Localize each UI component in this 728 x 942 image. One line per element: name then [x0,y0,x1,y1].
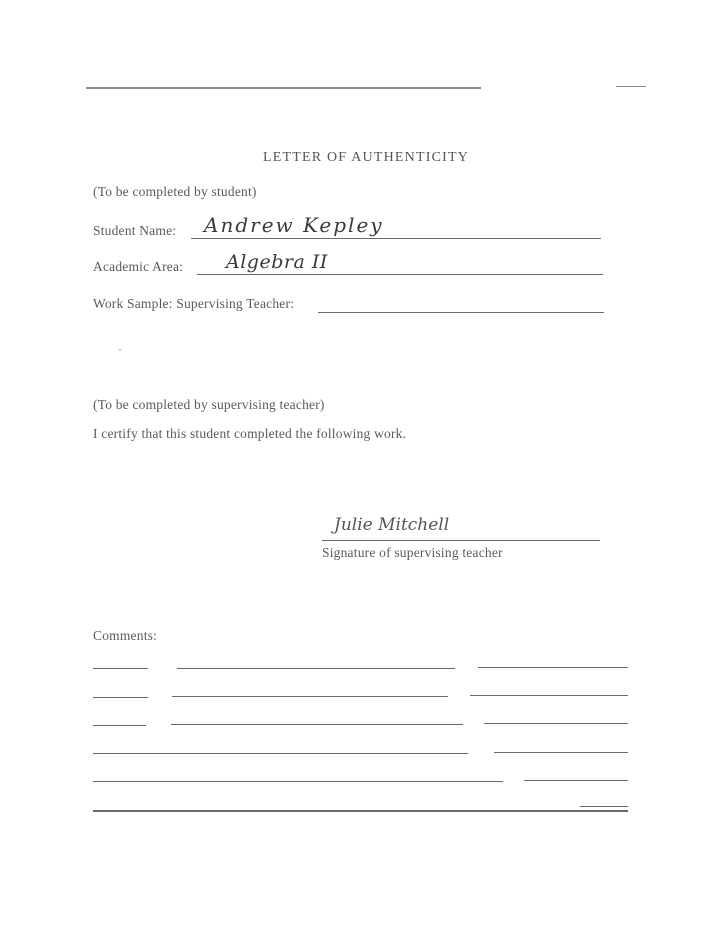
comment-line [484,723,628,724]
comment-line [580,806,628,807]
student-section-note: (To be completed by student) [93,184,257,199]
comments-label: Comments: [93,628,158,643]
comment-line [93,810,628,812]
comment-line [172,696,448,697]
top-rule-right [616,86,646,87]
comment-line [93,725,146,726]
comment-line [93,781,503,782]
teacher-signature: Julie Mitchell [334,515,450,535]
comment-line [524,780,628,781]
document-title: LETTER OF AUTHENTICITY [263,150,470,165]
comment-line [478,667,628,668]
scan-speck [119,349,121,351]
comment-line [93,668,148,669]
signature-label: Signature of supervising teacher [322,545,503,560]
academic-area-line [197,274,603,275]
academic-area-value: Algebra II [226,251,328,273]
comment-line [177,668,455,669]
student-name-label: Student Name: [93,223,177,238]
academic-area-label: Academic Area: [93,259,184,274]
student-name-line [191,238,601,239]
comment-line [494,752,628,753]
work-sample-label: Work Sample: Supervising Teacher: [93,296,295,311]
comment-line [470,695,628,696]
teacher-section-note: (To be completed by supervising teacher) [93,397,325,412]
comment-line [93,697,148,698]
student-name-value: Andrew Kepley [204,213,384,237]
comment-line [93,753,468,754]
signature-line [322,540,600,541]
work-sample-line [318,312,604,313]
top-rule [86,87,481,89]
comment-line [171,724,463,725]
certify-statement: I certify that this student completed the following work. [93,426,407,441]
